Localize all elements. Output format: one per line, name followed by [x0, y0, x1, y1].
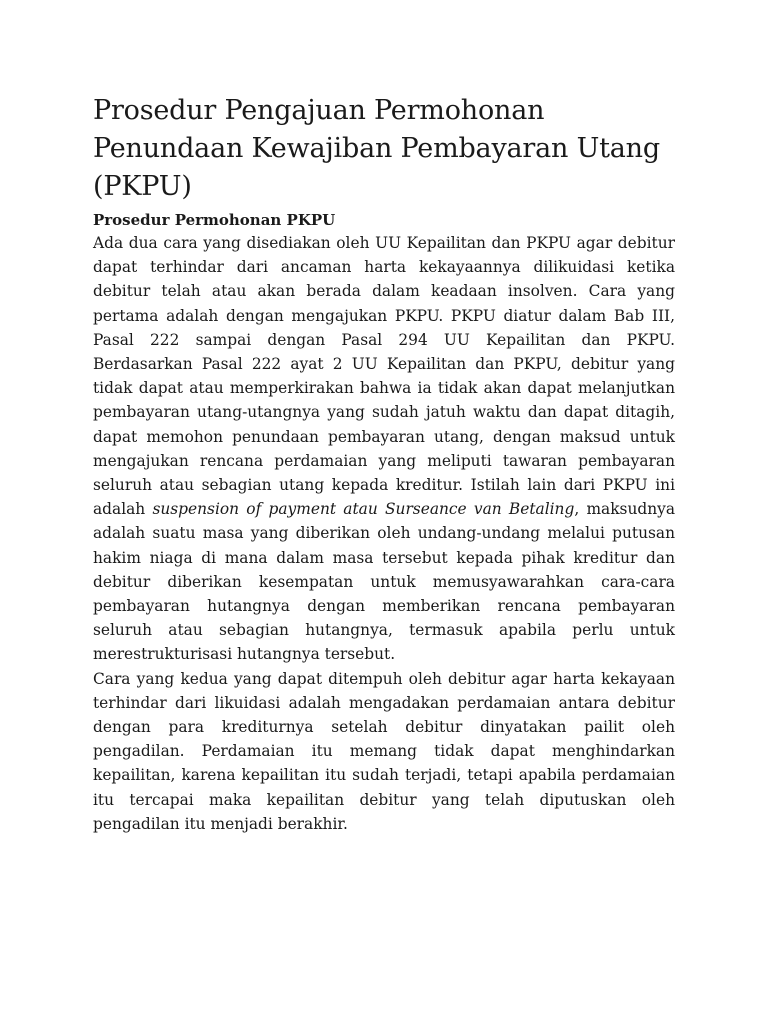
paragraph-1-text-a: Ada dua cara yang disediakan oleh UU Kepailitan dan PKPU agar debitur dapat terhindar dari ancaman harta kekayaannya dilikuidasi ketika debitur telah atau akan berada dalam keadaan insolven. Cara yang pertama adalah dengan mengajukan PKPU. PKPU diatur dalam Bab III, Pasal 222 sampai dengan Pasal 294 UU Kepailitan dan PKPU. Berdasarkan Pasal 222 ayat 2 UU Kepailitan dan PKPU, debitur yang tidak dapat atau memperkirakan bahwa ia tidak akan dapat melanjutkan pembayaran utang-utangnya yang sudah jatuh waktu dan dapat ditagih, dapat memohon penundaan pembayaran utang, dengan maksud untuk mengajukan rencana perdamaian yang meliputi tawaran pembayaran seluruh atau sebagian utang kepada kreditur. Istilah lain dari PKPU ini adalah: [93, 234, 675, 519]
paragraph-1-text-b: , maksudnya adalah suatu masa yang diberikan oleh undang-undang melalui putusan hakim niaga di mana dalam masa tersebut kepada pihak kreditur dan debitur diberikan kesempatan untuk memusyawarahkan cara-cara pembayaran hutangnya dengan memberikan rencana pembayaran seluruh atau sebagian hutangnya, termasuk apabila perlu untuk merestrukturisasi hutangnya tersebut.: [93, 500, 675, 664]
paragraph-2: Cara yang kedua yang dapat ditempuh oleh debitur agar harta kekayaan terhindar dari likuidasi adalah mengadakan perdamaian antara debitur dengan para krediturnya setelah debitur dinyatakan pailit oleh pengadilan. Perdamaian itu memang tidak dapat menghindarkan kepailitan, karena kepailitan itu sudah terjadi, tetapi apabila perdamaian itu tercapai maka kepailitan debitur yang telah diputuskan oleh pengadilan itu menjadi berakhir.: [93, 669, 675, 833]
paragraph-1-italic-term: suspension of payment atau Surseance van Betaling: [152, 500, 575, 519]
document-page: [93, 92, 675, 836]
section-heading: Prosedur Permohonan PKPU: [93, 211, 336, 229]
paragraph-1: [93, 231, 675, 667]
document-title: Prosedur Pengajuan Permohonan Penundaan Kewajiban Pembayaran Utang (PKPU): [93, 95, 660, 202]
